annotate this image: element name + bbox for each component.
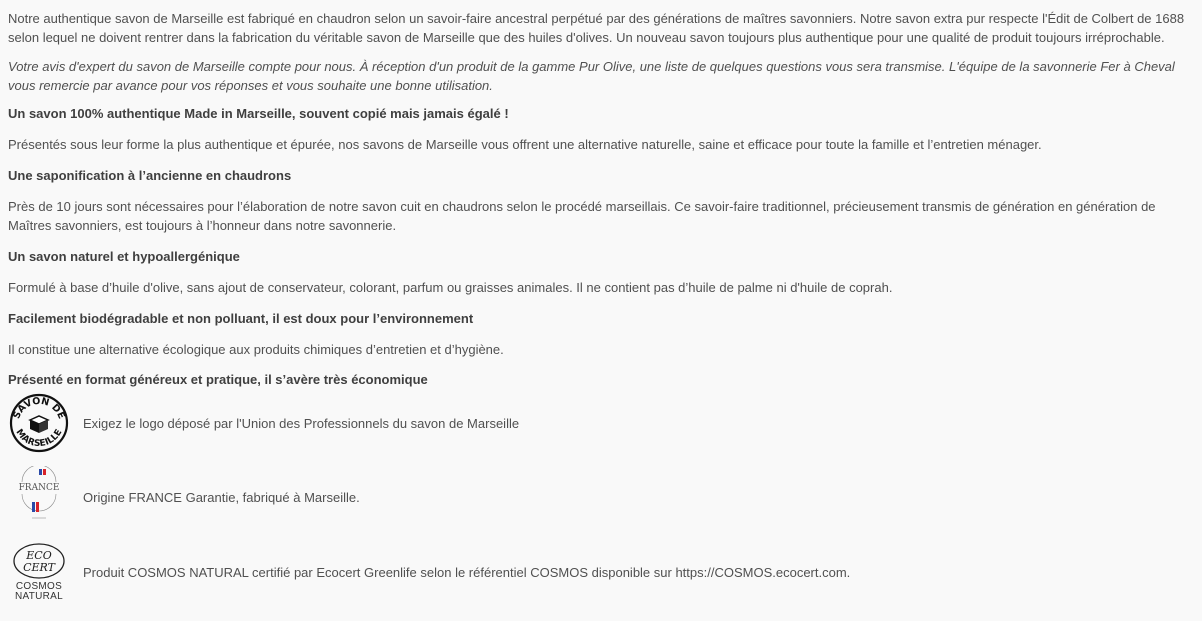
svg-text:FRANCE: FRANCE — [18, 483, 60, 493]
section-heading: Un savon naturel et hypoallergénique — [8, 249, 240, 264]
intro-paragraph: Notre authentique savon de Marseille est fabriqué en chaudron selon un savoir-faire ancestral perpétué par des générations de maîtres savonniers. Notre savon extra pur respecte l'Édit de Colbert de 1688 selon lequel ne doivent rentrer dans la fabrication du véritable savon de Marseille que des huiles d'olives. Un nouveau savon toujours plus authentique pour une qualité de produit toujours irréprochable. — [8, 11, 1185, 45]
certification-row — [8, 540, 1192, 604]
section-body: Formulé à base d’huile d'olive, sans ajout de conservateur, colorant, parfum ou graisses animales. Il ne contient pas d’huile de palme ni d'huile de coprah. — [8, 280, 893, 295]
cosmos-label: COSMOS NATURAL — [14, 581, 64, 602]
certification-row — [8, 392, 1192, 454]
section-heading: Un savon 100% authentique Made in Marseille, souvent copié mais jamais égalé ! — [8, 106, 509, 121]
origine-france-garantie-icon — [8, 466, 70, 528]
certification-row — [8, 466, 1192, 528]
certification-text: Produit COSMOS NATURAL certifié par Ecocert Greenlife selon le référentiel COSMOS disponible sur https://COSMOS.ecocert.com. — [83, 564, 851, 580]
section-heading: Une saponification à l’ancienne en chaudrons — [8, 168, 292, 183]
feedback-paragraph: Votre avis d'expert du savon de Marseille compte pour nous. À réception d'un produit de la gamme Pur Olive, une liste de quelques questions vous sera transmise. L'équipe de la savonnerie Fer à Cheval vous remercie par avance pour vos réponses et vous souhaite une bonne utilisation. — [8, 59, 1175, 93]
section-body: Présentés sous leur forme la plus authentique et épurée, nos savons de Marseille vous offrent une alternative naturelle, saine et efficace pour toute la famille et l’entretien ménager. — [8, 137, 1042, 152]
certification-text: Origine FRANCE Garantie, fabriqué à Marseille. — [83, 489, 360, 505]
section-heading: Présenté en format généreux et pratique, il s’avère très économique — [8, 372, 428, 387]
svg-text:SAVON DE: SAVON DE — [11, 395, 67, 421]
svg-text:MARSEILLE: MARSEILLE — [13, 427, 65, 450]
svg-text:ECO: ECO — [26, 549, 52, 562]
section-body: Il constitue une alternative écologique aux produits chimiques d’entretien et d’hygiène. — [8, 342, 504, 357]
svg-text:CERT: CERT — [23, 561, 55, 574]
section-body: Près de 10 jours sont nécessaires pour l’élaboration de notre savon cuit en chaudrons selon le procédé marseillais. Ce savoir-faire traditionnel, précieusement transmis de génération en génération de Maîtres savonniers, est toujours à l’honneur dans notre savonnerie. — [8, 199, 1156, 233]
ecocert-cosmos-natural-icon — [8, 542, 70, 602]
certification-text: Exigez le logo déposé par l'Union des Professionnels du savon de Marseille — [83, 415, 520, 431]
section-heading: Facilement biodégradable et non polluant, il est doux pour l’environnement — [8, 311, 474, 326]
savon-de-marseille-seal-icon — [8, 392, 70, 454]
